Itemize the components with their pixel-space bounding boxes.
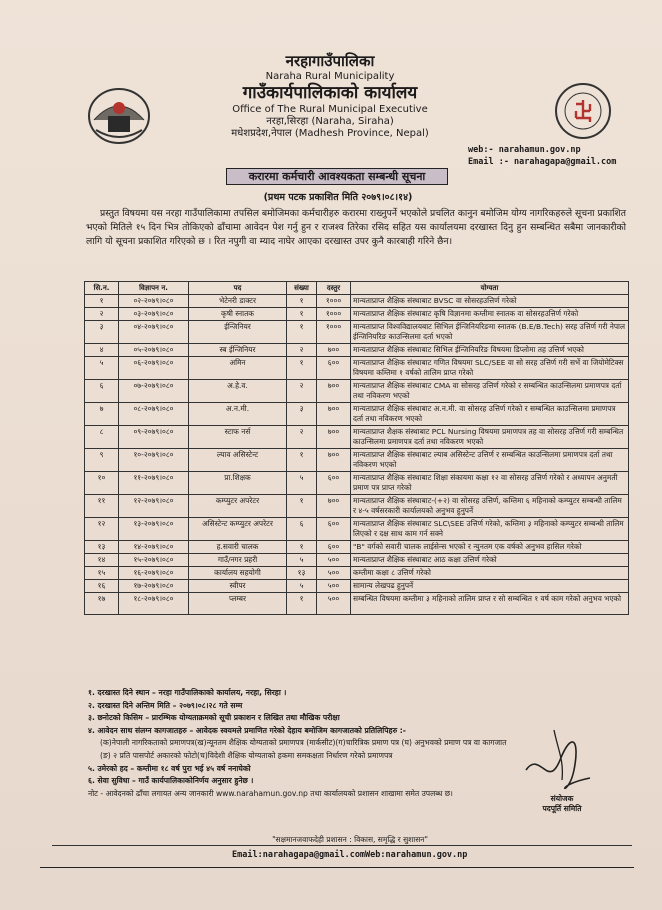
office-name-nepali: गाउँकार्यपालिकाको कार्यालय [242, 83, 418, 103]
table-cell: १ [287, 593, 317, 615]
note-item: (ङ) २ प्रति पासपोर्ट अकारको फोटो(च)विदेशी शैक्षिक योग्यताको हकमा समकक्षता निर्धारण गरेको प्रमाणपत्र [100, 750, 393, 760]
table-cell: ९ [85, 449, 119, 472]
table-row [85, 495, 629, 518]
table-body [85, 295, 629, 615]
contact-info [468, 144, 616, 168]
col-header: पद [189, 282, 287, 295]
table-cell: ६०० [317, 518, 351, 541]
table-cell: १ [287, 308, 317, 321]
table-cell: ईन्जिनियर [189, 321, 287, 344]
note-item: ३. छनोटको किसिम – प्रारम्भिक योग्यताक्रमको सूची प्रकाशन र लिखित तथा मौखिक परीक्षा [88, 713, 340, 723]
table-cell: अ.न.मी. [189, 403, 287, 426]
table-cell: ५०० [317, 593, 351, 615]
table-cell: २ [85, 308, 119, 321]
table-cell: ह.सवारी चालक [189, 541, 287, 554]
note-item: ५. उमेरको हद – कम्तीमा १८ वर्ष पुरा भई ४५ वर्ष ननाघेको [88, 763, 251, 773]
table-cell: १७ [85, 593, 119, 615]
table-cell: ५०० [317, 580, 351, 593]
table-cell: ७०० [317, 426, 351, 449]
table-cell: मान्यताप्राप्त शैक्षिक संस्थाबाट ल्याब असिस्टेन्ट उत्तिर्ण र सम्बन्धित काउन्सिलमा प्रमाणपत्र दर्ता तथा नविकरण भएको [351, 449, 629, 472]
table-cell: १४ [85, 554, 119, 567]
table-cell: १३ [85, 541, 119, 554]
table-cell: स्टाफ नर्स [189, 426, 287, 449]
table-cell: २ [287, 380, 317, 403]
table-cell: ०८-२०७९।०८० [119, 403, 189, 426]
table-cell: १० [85, 472, 119, 495]
table-cell: स्वीपर [189, 580, 287, 593]
municipality-name-nepali: नरहागाउँपालिका [285, 52, 375, 70]
table-row [85, 308, 629, 321]
note-item: ६. सेवा सुविधा – गाउँ कार्यपालिकाकोनिर्णय अनुसार हुनेछ । [88, 776, 254, 786]
signatory-block [527, 794, 597, 814]
table-cell: ५ [287, 580, 317, 593]
table-cell: १३ [287, 567, 317, 580]
table-row [85, 403, 629, 426]
note-item: नोट - आवेदनको ढाँचा लगायत अन्य जानकारी www.narahamun.gov.np तथा कार्यालयको प्रशासन शाखामा समेत उपलब्ध छ। [88, 788, 453, 798]
table-cell: १००० [317, 295, 351, 308]
title-block [160, 52, 500, 140]
table-cell: ०५-२०७९।०८० [119, 344, 189, 357]
notice-subtitle: (प्रथम पटक प्रकाशित मिति २०७९।०८।१४) [263, 192, 413, 203]
footer-divider [40, 867, 634, 868]
table-row [85, 321, 629, 344]
table-cell: २ [287, 344, 317, 357]
table-cell: ६०० [317, 541, 351, 554]
table-cell: मान्यताप्राप्त शैक्षिक संस्थाबाट-(+२) वा सोसरह उत्तिर्ण, कम्तिमा ६ महिनाको कम्प्युटर सम्बन्धी तालिम र ४-५ वर्षसरकारी कार्यालयको अनुभव हुनुपर्ने [351, 495, 629, 518]
table-cell: ५ [287, 472, 317, 495]
table-cell: ल्याव असिस्टेन्ट [189, 449, 287, 472]
table-row [85, 449, 629, 472]
web-address: web:- narahamun.gov.np [468, 145, 581, 155]
table-cell: ६०० [317, 357, 351, 380]
col-header: योग्यता [351, 282, 629, 295]
col-header: संख्या [287, 282, 317, 295]
table-cell: १८-२०७९।०८० [119, 593, 189, 615]
signatory-committee: पदपूर्ति समिति [542, 804, 582, 813]
vacancy-table [84, 281, 629, 615]
office-name-english: Office of The Rural Municipal Executive [232, 104, 428, 115]
table-cell: मान्यताप्राप्त शैक्षिक संस्थाबाट अ.न.मी. वा सोसरह उत्तिर्ण गरेको र सम्बन्धित काउन्सिलमा प्रमाणपत्र दर्ता तथा नविकरण भएको [351, 403, 629, 426]
table-cell: अ.हे.व. [189, 380, 287, 403]
nepal-emblem-logo [86, 86, 152, 146]
table-row [85, 472, 629, 495]
table-cell: ५ [287, 554, 317, 567]
table-cell: १४-२०७९।०८० [119, 541, 189, 554]
table-cell: २ [287, 426, 317, 449]
table-cell: ६ [287, 518, 317, 541]
col-header: दस्तुर [317, 282, 351, 295]
table-cell: अमिन [189, 357, 287, 380]
table-cell: ५०० [317, 567, 351, 580]
table-cell: ६०० [317, 472, 351, 495]
note-item: (क)नेपाली नागरिकताको प्रमाणपत्र(ख)न्यूनतम शैक्षिक योग्यताको प्रमाणपत्र (मार्कसीट)(ग)चारित्रिक प्रमाण पत्र (घ) अनुभवको प्रमाण पत्र वा कागजात [100, 738, 507, 748]
table-cell: १ [287, 541, 317, 554]
municipality-seal-logo [554, 82, 612, 140]
table-cell: ७०० [317, 380, 351, 403]
notice-intro: प्रस्तुत विषयमा यस नरहा गाउँपालिकामा तपसिल बमोजिमका कर्मचारीहरु करारमा राख्नुपर्ने भएकोले प्रचलित कानुन बमोजिम योग्य नागरिकहरुले सूचना प्रकाशित भएको मितिले १५ दिन भित्र तोकिएको ढाँचामा आवेदन पेश गर्नु हुन र राजश्व तिरेका रसिद सहित यस कार्यालयमा दरखास्त दिनु हुन सम्बन्धित सबैमा जानकारीको लागि यो सूचना प्रकाशित गरिएको छ । रित नपुगी वा म्याद नाघेर आएका दरखास्त उपर कुनै कारबाही गरिने छैन। [86, 208, 626, 247]
handwritten-signature [520, 720, 600, 804]
table-cell: ७०० [317, 449, 351, 472]
table-cell: ५ [85, 357, 119, 380]
table-cell: मान्यताप्राप्त शैक्षिक संस्थाबाट CMA वा सोसरह उत्तिर्ण गरेको र सम्बन्धित काउन्सिलमा प्रमाणपत्र दर्ता तथा नविकरण भएको [351, 380, 629, 403]
table-cell: ८ [85, 426, 119, 449]
table-cell: १०-२०७९।०८० [119, 449, 189, 472]
note-item: १. दरखास्त दिने स्थान – नरहा गाउँपालिकाको कार्यालय, नरहा, सिरहा । [88, 688, 287, 697]
municipality-name-english: Naraha Rural Municipality [265, 71, 395, 82]
table-cell: १००० [317, 321, 351, 344]
table-cell: मान्यताप्राप्त शैक्षिक संस्थाबाट कृषि विज्ञानमा कम्तीमा स्नातक वा सोसरहउत्तिर्ण गरेको [351, 308, 629, 321]
table-cell: १५ [85, 567, 119, 580]
table-cell: ०७-२०७९।०८० [119, 380, 189, 403]
footer-contact: Email:narahagapa@gmail.comWeb:narahamun.gov.np [232, 850, 468, 860]
table-cell: मान्यताप्राप्त शैक्षक संस्थाबाट PCL Nursing विषयमा प्रमाणपत्र तह वा सोसरह उत्तिर्ण गरी सम्बन्धित काउन्सिलमा प्रमाणपत्र दर्ता तथा नविकरण भएको [351, 426, 629, 449]
note-item: २. दरखास्त दिने अन्तिम मिति – २०७९।०८।२८ गते सम्म [88, 700, 243, 710]
table-row [85, 541, 629, 554]
address-line: नरहा,सिरहा (Naraha, Siraha) [266, 116, 394, 127]
table-cell: मान्यताप्राप्त शैक्षिक संस्थाबाट SLC\SEE उत्तिर्ण गरेको, कम्तिमा ३ महिनाको कम्प्युटर सम्बन्धी तालिम लिएको र दक्ष साथ काम गर्न सक्ने [351, 518, 629, 541]
table-row [85, 344, 629, 357]
table-cell: १ [287, 449, 317, 472]
table-cell: १००० [317, 308, 351, 321]
table-cell: १६-२०७९।०८० [119, 567, 189, 580]
notice-title: करारमा कर्मचारी आवश्यकता सम्बन्धी सूचना [226, 168, 448, 185]
table-cell: १३-२०७९।०८० [119, 518, 189, 541]
table-cell: ७०० [317, 344, 351, 357]
table-cell: १ [287, 321, 317, 344]
table-cell: ४ [85, 344, 119, 357]
table-row [85, 380, 629, 403]
table-cell: ११ [85, 495, 119, 518]
footer-divider [52, 845, 632, 846]
table-cell: "B" वर्गको सवारी चालक लाईसेन्स भएको र न्युनतम एक वर्षको अनुभव हासिल गरेको [351, 541, 629, 554]
table-header-row [85, 282, 629, 295]
table-cell: मान्यताप्राप्त शैक्षिक संस्थाबाट शिक्षा संकायमा कक्षा १२ वा सोसरह उत्तिर्ण गरेको र अध्यापन अनुमती प्रमाण पत्र प्राप्त गरेको [351, 472, 629, 495]
table-cell: १ [287, 357, 317, 380]
table-cell: कम्प्युटर अपरेटर [189, 495, 287, 518]
table-cell: १२-२०७९।०८० [119, 495, 189, 518]
table-cell: स्ब ईन्जिनियर [189, 344, 287, 357]
table-cell: गाउँ/नगर प्रहरी [189, 554, 287, 567]
table-row [85, 554, 629, 567]
table-row [85, 295, 629, 308]
table-cell: ५०० [317, 554, 351, 567]
table-row [85, 426, 629, 449]
table-cell: मान्यताप्राप्त शैक्षिक संस्थाबाट BVSC वा सोसरहउत्तिर्ण गरेको [351, 295, 629, 308]
email-address: Email :- narahagapa@gmail.com [468, 157, 617, 167]
table-cell: ०२-२०७९।०८० [119, 295, 189, 308]
table-cell: ३ [287, 403, 317, 426]
table-cell: सामान्य लेखपढ हुनुपर्ने [351, 580, 629, 593]
table-cell: सम्बन्धित विषयमा कम्तीमा ३ महिनाको तालिम प्राप्त र सो सम्बन्धित १ वर्ष काम गरेको अनुभव भएको [351, 593, 629, 615]
table-cell: कम्तीमा कक्षा ८ उत्तिर्ण गरेको [351, 567, 629, 580]
table-cell: ६ [85, 380, 119, 403]
table-cell: मान्यताप्राप्त शैक्षिक संस्थाबाट सिभिल ईन्जिनियरिङ विषयमा डिप्लोमा तह उत्तिर्ण भएको [351, 344, 629, 357]
table-cell: प्रा.शिक्षक [189, 472, 287, 495]
letterhead [0, 52, 662, 177]
table-cell: ११-२०७९।०८० [119, 472, 189, 495]
footer-motto: "सक्षमानजवाफदेही प्रशासन : विकास, समृद्धि र सुशासन" [272, 835, 428, 844]
col-header: विज्ञापन न. [119, 282, 189, 295]
table-cell: ७०० [317, 495, 351, 518]
table-cell: कार्यालय सहयोगी [189, 567, 287, 580]
table-cell: १७-२०७९।०८० [119, 580, 189, 593]
notice-conditions [88, 687, 558, 800]
table-row [85, 567, 629, 580]
note-item: ४. आवेदन साथ संलग्न कागजातहरु – आवेदक स्वयमले प्रमाणित गरेको देहाय बमोजिम कागजातको प्रतिलिपिहरु :- [88, 725, 406, 735]
table-cell: ०६-२०७९।०८० [119, 357, 189, 380]
table-cell: १ [287, 295, 317, 308]
table-cell: १ [85, 295, 119, 308]
table-cell: ३ [85, 321, 119, 344]
table-cell: मान्यताप्राप्त शैक्षिक संस्थाबाट आठ कक्षा उत्तिर्ण गरेको [351, 554, 629, 567]
table-cell: ०४-२०७९।०८० [119, 321, 189, 344]
table-cell: १५-२०७९।०८० [119, 554, 189, 567]
table-cell: ७ [85, 403, 119, 426]
table-cell: भेटेनरी डाक्टर [189, 295, 287, 308]
table-cell: ०३-२०७९।०८० [119, 308, 189, 321]
table-cell: मान्यताप्राप्त शैक्षिक संस्थाबाट गणित विषयमा SLC/SEE वा सो सरह उत्तिर्ण गरी सर्भे वा जियोमेटिक्स विषयमा कम्तिमा १ वर्षको तालिम प्राप्त गरेको [351, 357, 629, 380]
table-cell: १६ [85, 580, 119, 593]
signatory-title: संयोजक [550, 794, 574, 803]
table-cell: असिस्टेन्ट कम्प्युटर अपरेटर [189, 518, 287, 541]
table-cell: ७०० [317, 403, 351, 426]
table-cell: ०९-२०७९।०८० [119, 426, 189, 449]
table-cell: १ [287, 495, 317, 518]
province-line: मधेशप्रदेश,नेपाल (Madhesh Province, Nepal) [231, 128, 429, 139]
table-row [85, 357, 629, 380]
table-row [85, 593, 629, 615]
table-cell: मान्यताप्राप्त विश्वविद्यालयबाट सिभिल ईन्जिनियरिङमा स्नातक (B.E/B.Tech) सरह उत्तिर्ण गरी नेपाल ईन्जिनियरिङ काउन्सिलमा दर्ता भएको [351, 321, 629, 344]
table-cell: १२ [85, 518, 119, 541]
table-cell: कृषी स्नातक [189, 308, 287, 321]
table-row [85, 580, 629, 593]
col-header: सि.न. [85, 282, 119, 295]
table-cell: प्लम्बर [189, 593, 287, 615]
table-row [85, 518, 629, 541]
